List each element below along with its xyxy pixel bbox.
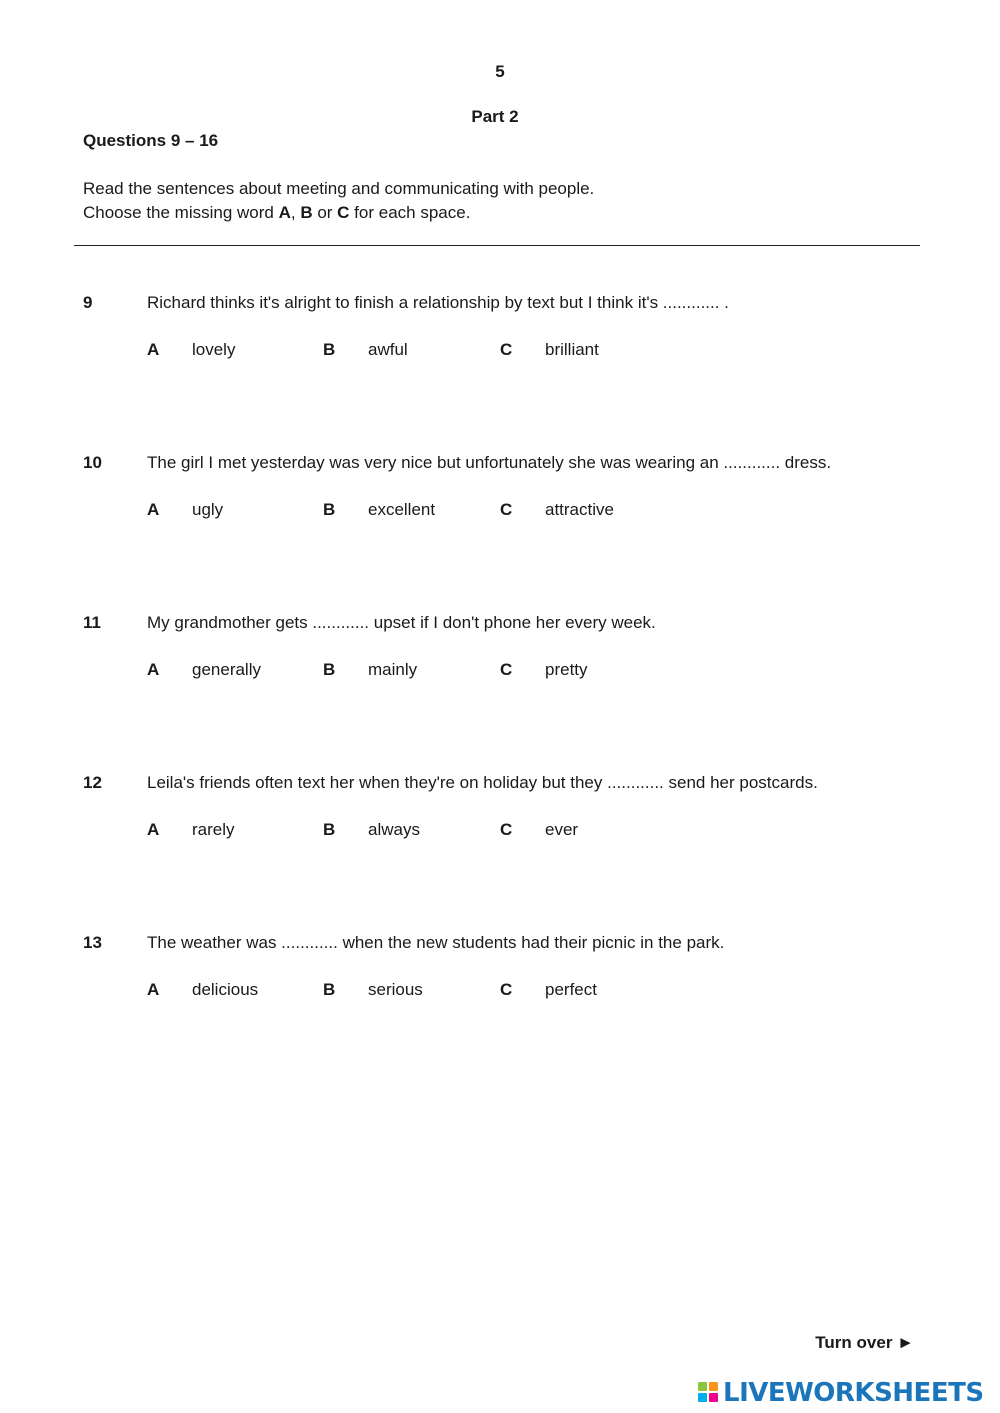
question-number: 11 (83, 613, 101, 632)
logo-square-icon (698, 1393, 707, 1402)
instructions-line-2: Choose the missing word A, B or C for each space. (83, 203, 471, 222)
logo-square-icon (709, 1382, 718, 1391)
answer-options (147, 340, 847, 364)
turn-over-label: Turn over ► (815, 1333, 914, 1352)
answer-options (147, 820, 847, 844)
question-number: 13 (83, 933, 102, 952)
option-letter: B (323, 340, 336, 359)
option-letter: B (323, 500, 336, 519)
option-word: ugly (192, 500, 224, 519)
question-text: Richard thinks it's alright to finish a relationship by text but I think it's ............ . (147, 293, 729, 312)
option-word: delicious (192, 980, 259, 999)
option-word: lovely (192, 340, 236, 359)
questions-range: Questions 9 – 16 (83, 131, 219, 150)
option-word: awful (368, 340, 408, 359)
answer-options (147, 980, 847, 1004)
option-letter: C (500, 500, 513, 519)
option-word: attractive (545, 500, 614, 519)
option-word: rarely (192, 820, 235, 839)
question-text: The weather was ............ when the new students had their picnic in the park. (147, 933, 725, 952)
answer-options (147, 660, 847, 684)
option-letter: C (500, 820, 513, 839)
instructions (83, 177, 594, 225)
option-letter: B (323, 820, 336, 839)
question-text: Leila's friends often text her when they're on holiday but they ............ send her postcards. (147, 773, 818, 792)
option-word: mainly (368, 660, 418, 679)
divider (74, 245, 920, 246)
option-letter: A (147, 980, 160, 999)
liveworksheets-logo-icon (698, 1382, 720, 1404)
option-letter: C (500, 660, 513, 679)
logo-square-icon (709, 1393, 718, 1402)
option-letter: A (147, 820, 160, 839)
instructions-line-1: Read the sentences about meeting and communicating with people. (83, 179, 595, 198)
option-word: perfect (545, 980, 597, 999)
option-letter: A (147, 500, 160, 519)
page-number: 5 (495, 62, 505, 81)
option-letter: B (323, 660, 336, 679)
option-letter: A (147, 660, 160, 679)
question-text: The girl I met yesterday was very nice but unfortunately she was wearing an ............ dress. (147, 453, 832, 472)
logo-square-icon (698, 1382, 707, 1391)
logo-text: LIVEWORKSHEETS (723, 1378, 984, 1408)
question-number: 12 (83, 773, 102, 792)
option-letter: B (323, 980, 336, 999)
option-word: pretty (545, 660, 588, 679)
option-word: excellent (368, 500, 436, 519)
question-number: 9 (83, 293, 93, 312)
question-number: 10 (83, 453, 102, 472)
option-letter: A (147, 340, 160, 359)
part-title: Part 2 (471, 107, 519, 126)
option-word: serious (368, 980, 423, 999)
question-text: My grandmother gets ............ upset if I don't phone her every week. (147, 613, 656, 632)
option-letter: C (500, 980, 513, 999)
option-word: ever (545, 820, 579, 839)
option-word: always (368, 820, 420, 839)
option-letter: C (500, 340, 513, 359)
liveworksheets-logo[interactable] (698, 1378, 984, 1408)
option-word: brilliant (545, 340, 599, 359)
answer-options (147, 500, 847, 524)
option-word: generally (192, 660, 261, 679)
